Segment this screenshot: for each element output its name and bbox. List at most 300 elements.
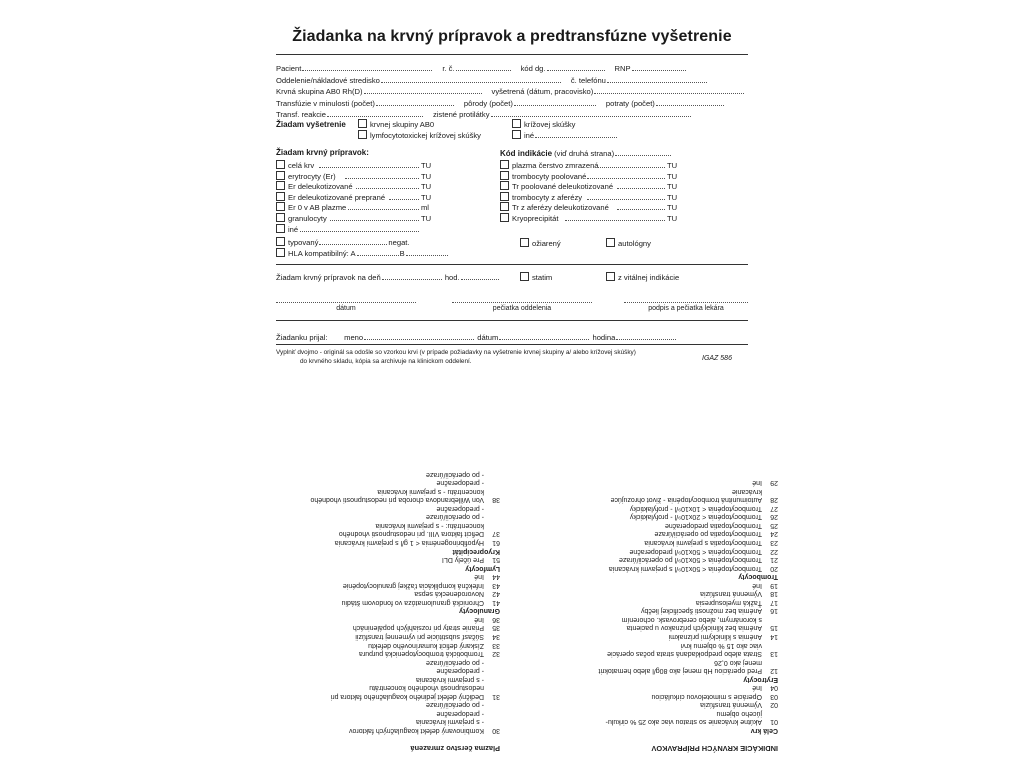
indication-code: 30	[492, 727, 500, 734]
indication-line: krvácanie	[732, 487, 762, 495]
indication-text: Dedičný defekt jediného koagulačného faktora pri	[330, 692, 484, 700]
indication-code: 44	[492, 573, 500, 581]
indication-line: - predoperačne	[436, 504, 484, 512]
indication-code: 13	[770, 650, 778, 658]
indication-line	[240, 623, 500, 632]
doctor-signature-line[interactable]	[624, 302, 748, 303]
indication-code: 25	[770, 521, 778, 529]
field-label: r. č.	[442, 64, 455, 73]
checkbox[interactable]	[358, 130, 367, 139]
item-label: Tr z aferézy deleukotizované	[512, 203, 609, 213]
form-code: IGAZ 586	[702, 355, 732, 362]
indication-line	[508, 495, 778, 504]
checkbox[interactable]	[500, 181, 509, 190]
negat-label: negat.	[388, 238, 410, 247]
received-label: Žiadanku prijal:	[276, 333, 328, 342]
vital-indication-option[interactable]	[606, 272, 679, 283]
indication-line	[508, 529, 778, 538]
section-rule	[276, 264, 748, 265]
item-label: Kryoprecipitát	[512, 214, 559, 223]
indications-heading: INDIKÁCIE KRVNÝCH PRÍPRAVKOV	[651, 744, 778, 753]
field-input[interactable]	[514, 98, 596, 106]
indication-item[interactable]	[500, 192, 677, 203]
field-input[interactable]	[327, 109, 423, 117]
indication-line: viac ako 15 % objemu krvi	[680, 641, 762, 649]
plasma-heading: Plazma čerstvo zmrazená	[410, 744, 500, 753]
indication-line: júceho objemu	[716, 709, 762, 717]
indication-line	[508, 546, 778, 555]
indication-item[interactable]	[500, 171, 677, 182]
indication-code: 33	[492, 641, 500, 649]
indication-line	[508, 580, 778, 589]
indication-text: Pre účely DLI	[441, 556, 484, 564]
indication-text: Iné	[474, 615, 484, 623]
indication-line: - s prejavmi krvácania	[415, 718, 484, 726]
unit-label: TU	[421, 171, 432, 181]
indication-code: 35	[492, 624, 500, 632]
indication-code: 17	[770, 598, 778, 606]
checkbox[interactable]	[512, 119, 521, 128]
indication-text: Iné	[474, 573, 484, 581]
amount-field[interactable]	[617, 202, 665, 210]
indication-line	[240, 725, 500, 734]
typed-option[interactable]	[276, 237, 410, 248]
amount-field[interactable]	[598, 160, 665, 168]
indication-text: Výmenná transfúzia	[700, 590, 762, 598]
hla-a-label: A	[350, 249, 356, 258]
indication-item[interactable]	[500, 181, 677, 192]
item-label: erytrocyty (Er)	[288, 171, 336, 181]
checkbox[interactable]	[276, 192, 285, 201]
unit-label: TU	[667, 171, 678, 181]
form-title: Žiadanka na krvný prípravok a predtransfúzne vyšetrenie	[292, 28, 732, 45]
amount-field[interactable]	[389, 192, 419, 200]
amount-field[interactable]	[348, 202, 419, 210]
item-label: trombocyty z aferézy	[512, 192, 583, 202]
indication-line: - s prejavmi krvácania	[415, 675, 484, 683]
checkbox[interactable]	[500, 213, 509, 222]
option-label: statim	[532, 273, 553, 282]
field-input[interactable]	[547, 63, 605, 71]
product-item[interactable]	[276, 192, 431, 203]
indication-code: 31	[492, 692, 500, 700]
indication-line	[508, 537, 778, 546]
indication-code: 38	[492, 496, 500, 504]
indication-line	[508, 717, 778, 726]
indication-line	[240, 529, 500, 538]
product-item[interactable]	[276, 213, 431, 224]
indication-text: Pred operáciou Hb menej ako 80g/l alebo hematokrit	[598, 667, 762, 675]
item-label: Er 0 v AB plazme	[288, 203, 347, 213]
indication-text: Infekčná komplikácia ťažkej granulocytopénie	[342, 581, 484, 589]
indication-code: 34	[492, 632, 500, 640]
indication-text: Strata alebo predpokladaná strata počas operácie	[607, 650, 762, 658]
indication-section-title: Erytrocyty	[743, 675, 778, 683]
field-label: kód dg.	[520, 64, 546, 73]
request-day-label: Žiadam krvný prípravok na deň	[276, 273, 381, 282]
form-field	[276, 98, 455, 109]
title-rule	[276, 54, 748, 55]
indication-text: Iné	[752, 581, 762, 589]
indication-code: 12	[770, 667, 778, 675]
indication-line	[508, 512, 778, 521]
exam-section	[276, 120, 346, 130]
indication-line	[508, 589, 778, 598]
amount-field[interactable]	[356, 181, 419, 189]
indication-text: Deficit faktora VIII. pri nedostupnosti vhodného	[338, 530, 484, 538]
indication-section-title: Kryoprecipitát	[452, 547, 500, 555]
indication-line	[240, 691, 500, 700]
indication-code: 19	[770, 581, 778, 589]
field-input[interactable]	[594, 86, 744, 94]
indication-line	[240, 649, 500, 658]
field-label: č. telefónu	[570, 75, 606, 85]
indication-code: 43	[492, 581, 500, 589]
indication-code: 29	[770, 479, 778, 487]
product-item[interactable]	[276, 181, 431, 192]
indication-text: Von Willebrandova choroba pri nedostupnosti vhodného	[310, 496, 484, 504]
field-input[interactable]	[302, 63, 432, 71]
indication-line: - po operácii/úraze	[426, 513, 484, 521]
unit-label: TU	[666, 214, 678, 223]
indication-text: Trombocytopatia s prejavmi krvácania	[644, 538, 762, 546]
indication-text: Ťažká myelosupresia	[695, 598, 762, 606]
checkbox[interactable]	[500, 160, 509, 169]
field-input[interactable]	[491, 109, 691, 117]
indication-line	[240, 537, 500, 546]
indication-code: 03	[770, 692, 778, 700]
indication-line	[508, 597, 778, 606]
field-label: RNP	[614, 64, 631, 73]
indication-code: 32	[492, 650, 500, 658]
indication-text: Trombocytopénia < 10x10⁹/l - profylakticky	[629, 504, 762, 512]
indication-text: Trombocytopénia < 50x10⁹/l po operácii/úraze	[618, 556, 762, 564]
checkbox[interactable]	[276, 224, 285, 233]
received-date-field[interactable]	[499, 332, 589, 340]
form-field	[276, 63, 433, 74]
indication-text: Iné	[752, 684, 762, 692]
amount-field[interactable]	[587, 192, 665, 200]
indication-code: 04	[770, 684, 778, 692]
indication-line: menej ako 0,26	[714, 658, 762, 666]
indication-section-title: Granulocyty	[459, 607, 500, 615]
amount-field[interactable]	[300, 224, 419, 232]
indication-text: Súčasť substitúcie pri výmennej transfúzii	[355, 632, 484, 640]
received-hour-field[interactable]	[616, 332, 676, 340]
field-label: pôrody (počet)	[463, 98, 513, 108]
checkbox[interactable]	[276, 248, 285, 257]
checkbox[interactable]	[520, 272, 529, 281]
indication-text: Kombinovaný defekt koagulačných faktorov	[348, 727, 484, 734]
indication-text: Hypofibrinogenémia < 1 g/l s prejavmi krvácania	[334, 538, 484, 546]
checkbox[interactable]	[500, 192, 509, 201]
field-label: Oddelenie/nákladové stredisko	[276, 75, 380, 85]
exam-option-other[interactable]	[512, 130, 618, 141]
exam-option-lymphocytotoxic[interactable]	[358, 130, 481, 141]
indication-section-title: Lymfocyty	[465, 564, 500, 572]
indication-line	[240, 572, 500, 581]
form-field	[606, 98, 725, 109]
indication-line	[240, 580, 500, 589]
indication-text: Získaný deficit kumarínového defektu	[368, 641, 484, 649]
indication-code: 51	[492, 556, 500, 564]
indication-text: Trombocytopénia < 50x10⁹/l predoperačne	[629, 547, 762, 555]
amount-field[interactable]	[565, 213, 665, 221]
form-row	[276, 75, 717, 86]
indication-line: - po operácii/úraze	[426, 658, 484, 666]
indication-line: - predoperačne	[436, 667, 484, 675]
indication-code: 23	[770, 538, 778, 546]
amount-field[interactable]	[617, 181, 665, 189]
checkbox[interactable]	[500, 202, 509, 211]
footnote-line-1: Vyplniť dvojmo - originál sa odošle so vzorkou krvi (v prípade požiadavky na vyšetrenie krvnej skupiny a/ alebo krížovej skúšky)	[276, 349, 636, 356]
doctor-caption: podpis a pečiatka lekára	[648, 305, 724, 312]
exam-option-crossmatch[interactable]	[512, 119, 575, 130]
hla-option[interactable]	[276, 248, 449, 259]
indication-text: Novorodenecká sepsa	[414, 590, 484, 598]
form-field	[464, 98, 597, 109]
reverse-side-indications	[236, 398, 788, 758]
field-input[interactable]	[376, 98, 454, 106]
indication-line	[508, 691, 778, 700]
form-row	[276, 63, 696, 74]
unit-label: TU	[666, 161, 678, 170]
indication-item[interactable]	[500, 213, 677, 224]
indication-text: Chronická granulomatóza vo fondovom štádiu	[341, 598, 484, 606]
footnote-line-2: do krvného skladu, kópia sa archivuje na klinickom oddelení.	[300, 358, 472, 365]
unit-label: TU	[667, 192, 678, 202]
indication-line	[508, 700, 778, 709]
indication-text: Operácie s mimotelovou cirkuláciou	[651, 692, 762, 700]
product-item[interactable]	[276, 202, 429, 213]
indication-column-right	[240, 469, 500, 734]
form-row	[276, 98, 734, 109]
checkbox[interactable]	[276, 237, 285, 246]
checkbox[interactable]	[520, 238, 529, 247]
field-label: vyšetrená (dátum, pracovisko)	[491, 87, 594, 97]
autologous-option[interactable]	[606, 238, 651, 249]
amount-field[interactable]	[345, 171, 420, 179]
hla-b-label: B	[399, 249, 405, 258]
form-row	[276, 109, 701, 120]
indication-code: 01	[770, 718, 778, 726]
indication-line	[508, 478, 778, 487]
indication-text: Iné	[752, 479, 762, 487]
item-label: trombocyty poolované	[512, 171, 587, 181]
indication-code: 18	[770, 590, 778, 598]
indication-code: 27	[770, 504, 778, 512]
statim-option[interactable]	[520, 272, 552, 283]
indication-line: - predoperačne	[436, 709, 484, 717]
item-label: iné	[288, 224, 299, 234]
products-heading-row	[276, 148, 369, 158]
option-label: krížovej skúšky	[524, 120, 576, 129]
indication-code: 61	[492, 538, 500, 546]
indication-code: 20	[770, 564, 778, 572]
received-row	[276, 332, 677, 343]
field-label: Transfúzie v minulosti (počet)	[276, 98, 375, 108]
date-signature-line[interactable]	[276, 302, 416, 303]
checkbox[interactable]	[606, 238, 615, 247]
indication-text: Trombocytopatia predoperačne	[664, 521, 762, 529]
indication-line: s koronárnym, alebo cerebrovask. ochorením	[621, 615, 762, 623]
unit-label: TU	[420, 182, 432, 192]
field-label: potraty (počet)	[605, 98, 655, 108]
indication-section-title: Celá krv	[750, 727, 778, 734]
checkbox[interactable]	[276, 213, 285, 222]
received-name-field[interactable]	[364, 332, 474, 340]
received-name-label: meno	[344, 333, 364, 342]
unit-label: TU	[666, 182, 678, 192]
product-item[interactable]	[276, 171, 431, 182]
amount-field[interactable]	[319, 160, 419, 168]
indication-column-left	[508, 478, 778, 734]
item-label: plazma čerstvo zmrazená	[512, 161, 599, 170]
form-field	[276, 86, 483, 97]
indication-line	[240, 631, 500, 640]
unit-label: TU	[420, 192, 432, 202]
indication-line	[240, 597, 500, 606]
product-item[interactable]	[276, 160, 431, 171]
checkbox[interactable]	[276, 171, 285, 180]
field-label: Transf. reakcie	[276, 110, 326, 120]
indication-text: Trombocytopatia po operácii/úraze	[654, 530, 762, 538]
irradiated-option[interactable]	[520, 238, 561, 249]
indication-text: Akútne krvácanie so stratou viac ako 25 % cirkulu-	[605, 718, 762, 726]
indication-text: Anémia bez možnosti špecifickej liečby	[641, 607, 762, 615]
indication-text: Anémia bez klinických príznakov u pacienta	[626, 624, 762, 632]
indication-line	[508, 623, 778, 632]
form-field	[442, 63, 511, 74]
option-label: z vitálnej indikácie	[618, 273, 680, 282]
indication-line	[508, 606, 778, 615]
indication-code: 16	[770, 607, 778, 615]
indication-code: 41	[492, 598, 500, 606]
indication-code: 28	[770, 496, 778, 504]
indication-line: koncentrátu: - s prejavmi krvácania	[375, 521, 484, 529]
indication-text: Anémia s klinickými príznakmi	[668, 632, 762, 640]
checkbox[interactable]	[276, 181, 285, 190]
field-label: Pacient	[276, 64, 302, 73]
checkbox[interactable]	[276, 202, 285, 211]
amount-field[interactable]	[587, 171, 665, 179]
indication-text: Výmenná transfúzia	[700, 701, 762, 709]
amount-field[interactable]	[330, 213, 419, 221]
indication-code: 21	[770, 556, 778, 564]
indication-line: - po operácii/úraze	[426, 470, 484, 478]
request-date-row	[276, 272, 500, 283]
indication-heading-row	[500, 148, 672, 159]
indication-line	[240, 555, 500, 564]
indication-line	[508, 666, 778, 675]
option-label: krvnej skupiny AB0	[370, 120, 435, 129]
field-input[interactable]	[656, 98, 724, 106]
indication-heading: Kód indikácie	[500, 149, 553, 158]
field-input[interactable]	[381, 75, 561, 83]
stamp-signature-line[interactable]	[452, 302, 592, 303]
exam-heading: Žiadam vyšetrenie	[276, 120, 346, 129]
indication-line: nedostupnosti vhodného koncentrátu	[369, 684, 484, 692]
indication-line	[508, 520, 778, 529]
checkbox[interactable]	[500, 171, 509, 180]
field-input[interactable]	[364, 86, 482, 94]
form-field	[615, 63, 687, 74]
indication-text: Trombocytopénia < 20x10⁹/l - profylakticky	[629, 513, 762, 521]
indication-section-title: Trombocyty	[738, 573, 778, 581]
request-hour-label: hod.	[444, 273, 460, 282]
unit-label: ml	[420, 203, 429, 213]
indication-line	[240, 614, 500, 623]
indication-code: 22	[770, 547, 778, 555]
unit-label: TU	[666, 203, 678, 213]
item-label: Er deleukotizované preprané	[288, 192, 386, 202]
section-rule	[276, 320, 748, 321]
unit-label: TU	[420, 161, 432, 170]
form-field	[276, 75, 562, 86]
item-label: granulocyty	[288, 214, 327, 223]
indication-code: 26	[770, 513, 778, 521]
option-label: iné	[524, 131, 535, 140]
indication-code: 36	[492, 615, 500, 623]
indication-line	[508, 503, 778, 512]
indication-item[interactable]	[500, 202, 677, 213]
date-caption: dátum	[336, 305, 356, 312]
indication-text: Autoimunitná trombocytopénia - život ohrozujúce	[610, 496, 762, 504]
indication-line	[240, 495, 500, 504]
indication-line	[240, 589, 500, 598]
indication-code: 02	[770, 701, 778, 709]
received-date-label: dátum	[477, 333, 499, 342]
option-label: HLA kompatibilný:	[288, 249, 349, 258]
item-label: celá krv	[288, 161, 315, 170]
form-field	[521, 63, 606, 74]
indication-code: 24	[770, 530, 778, 538]
indication-line	[508, 631, 778, 640]
exam-option-blood-group[interactable]	[358, 119, 434, 130]
indication-item[interactable]	[500, 160, 677, 171]
checkbox[interactable]	[512, 130, 521, 139]
indication-line	[508, 555, 778, 564]
indication-text: Trombotická trombocytopenická purpura	[358, 650, 484, 658]
field-input[interactable]	[632, 63, 686, 71]
indication-line: - po operácii/úraze	[426, 701, 484, 709]
option-label: autológny	[618, 239, 651, 248]
field-input[interactable]	[456, 63, 511, 71]
indication-code: 42	[492, 590, 500, 598]
indication-line	[508, 649, 778, 658]
indication-line	[508, 563, 778, 572]
field-label: Krvná skupina AB0 Rh(D)	[276, 87, 363, 97]
form-row	[276, 86, 754, 97]
item-label: Er deleukotizované	[288, 182, 353, 192]
unit-label: TU	[420, 214, 432, 223]
indication-heading-note: (viď druhá strana)	[554, 149, 615, 158]
option-label: ožiarený	[532, 239, 561, 248]
section-rule	[276, 344, 748, 345]
field-label: zistené protilátky	[432, 110, 490, 120]
field-input[interactable]	[607, 75, 707, 83]
indication-line: koncentrátu - s prejavmi krvácania	[377, 487, 484, 495]
indication-code: 37	[492, 530, 500, 538]
checkbox[interactable]	[276, 160, 285, 169]
checkbox[interactable]	[606, 272, 615, 281]
item-label: Tr poolované deleukotizované	[512, 182, 614, 192]
option-label: lymfocytotoxickej krížovej skúšky	[370, 131, 481, 140]
checkbox[interactable]	[358, 119, 367, 128]
product-item[interactable]	[276, 224, 420, 235]
form-field	[571, 75, 708, 86]
indication-line	[508, 683, 778, 692]
